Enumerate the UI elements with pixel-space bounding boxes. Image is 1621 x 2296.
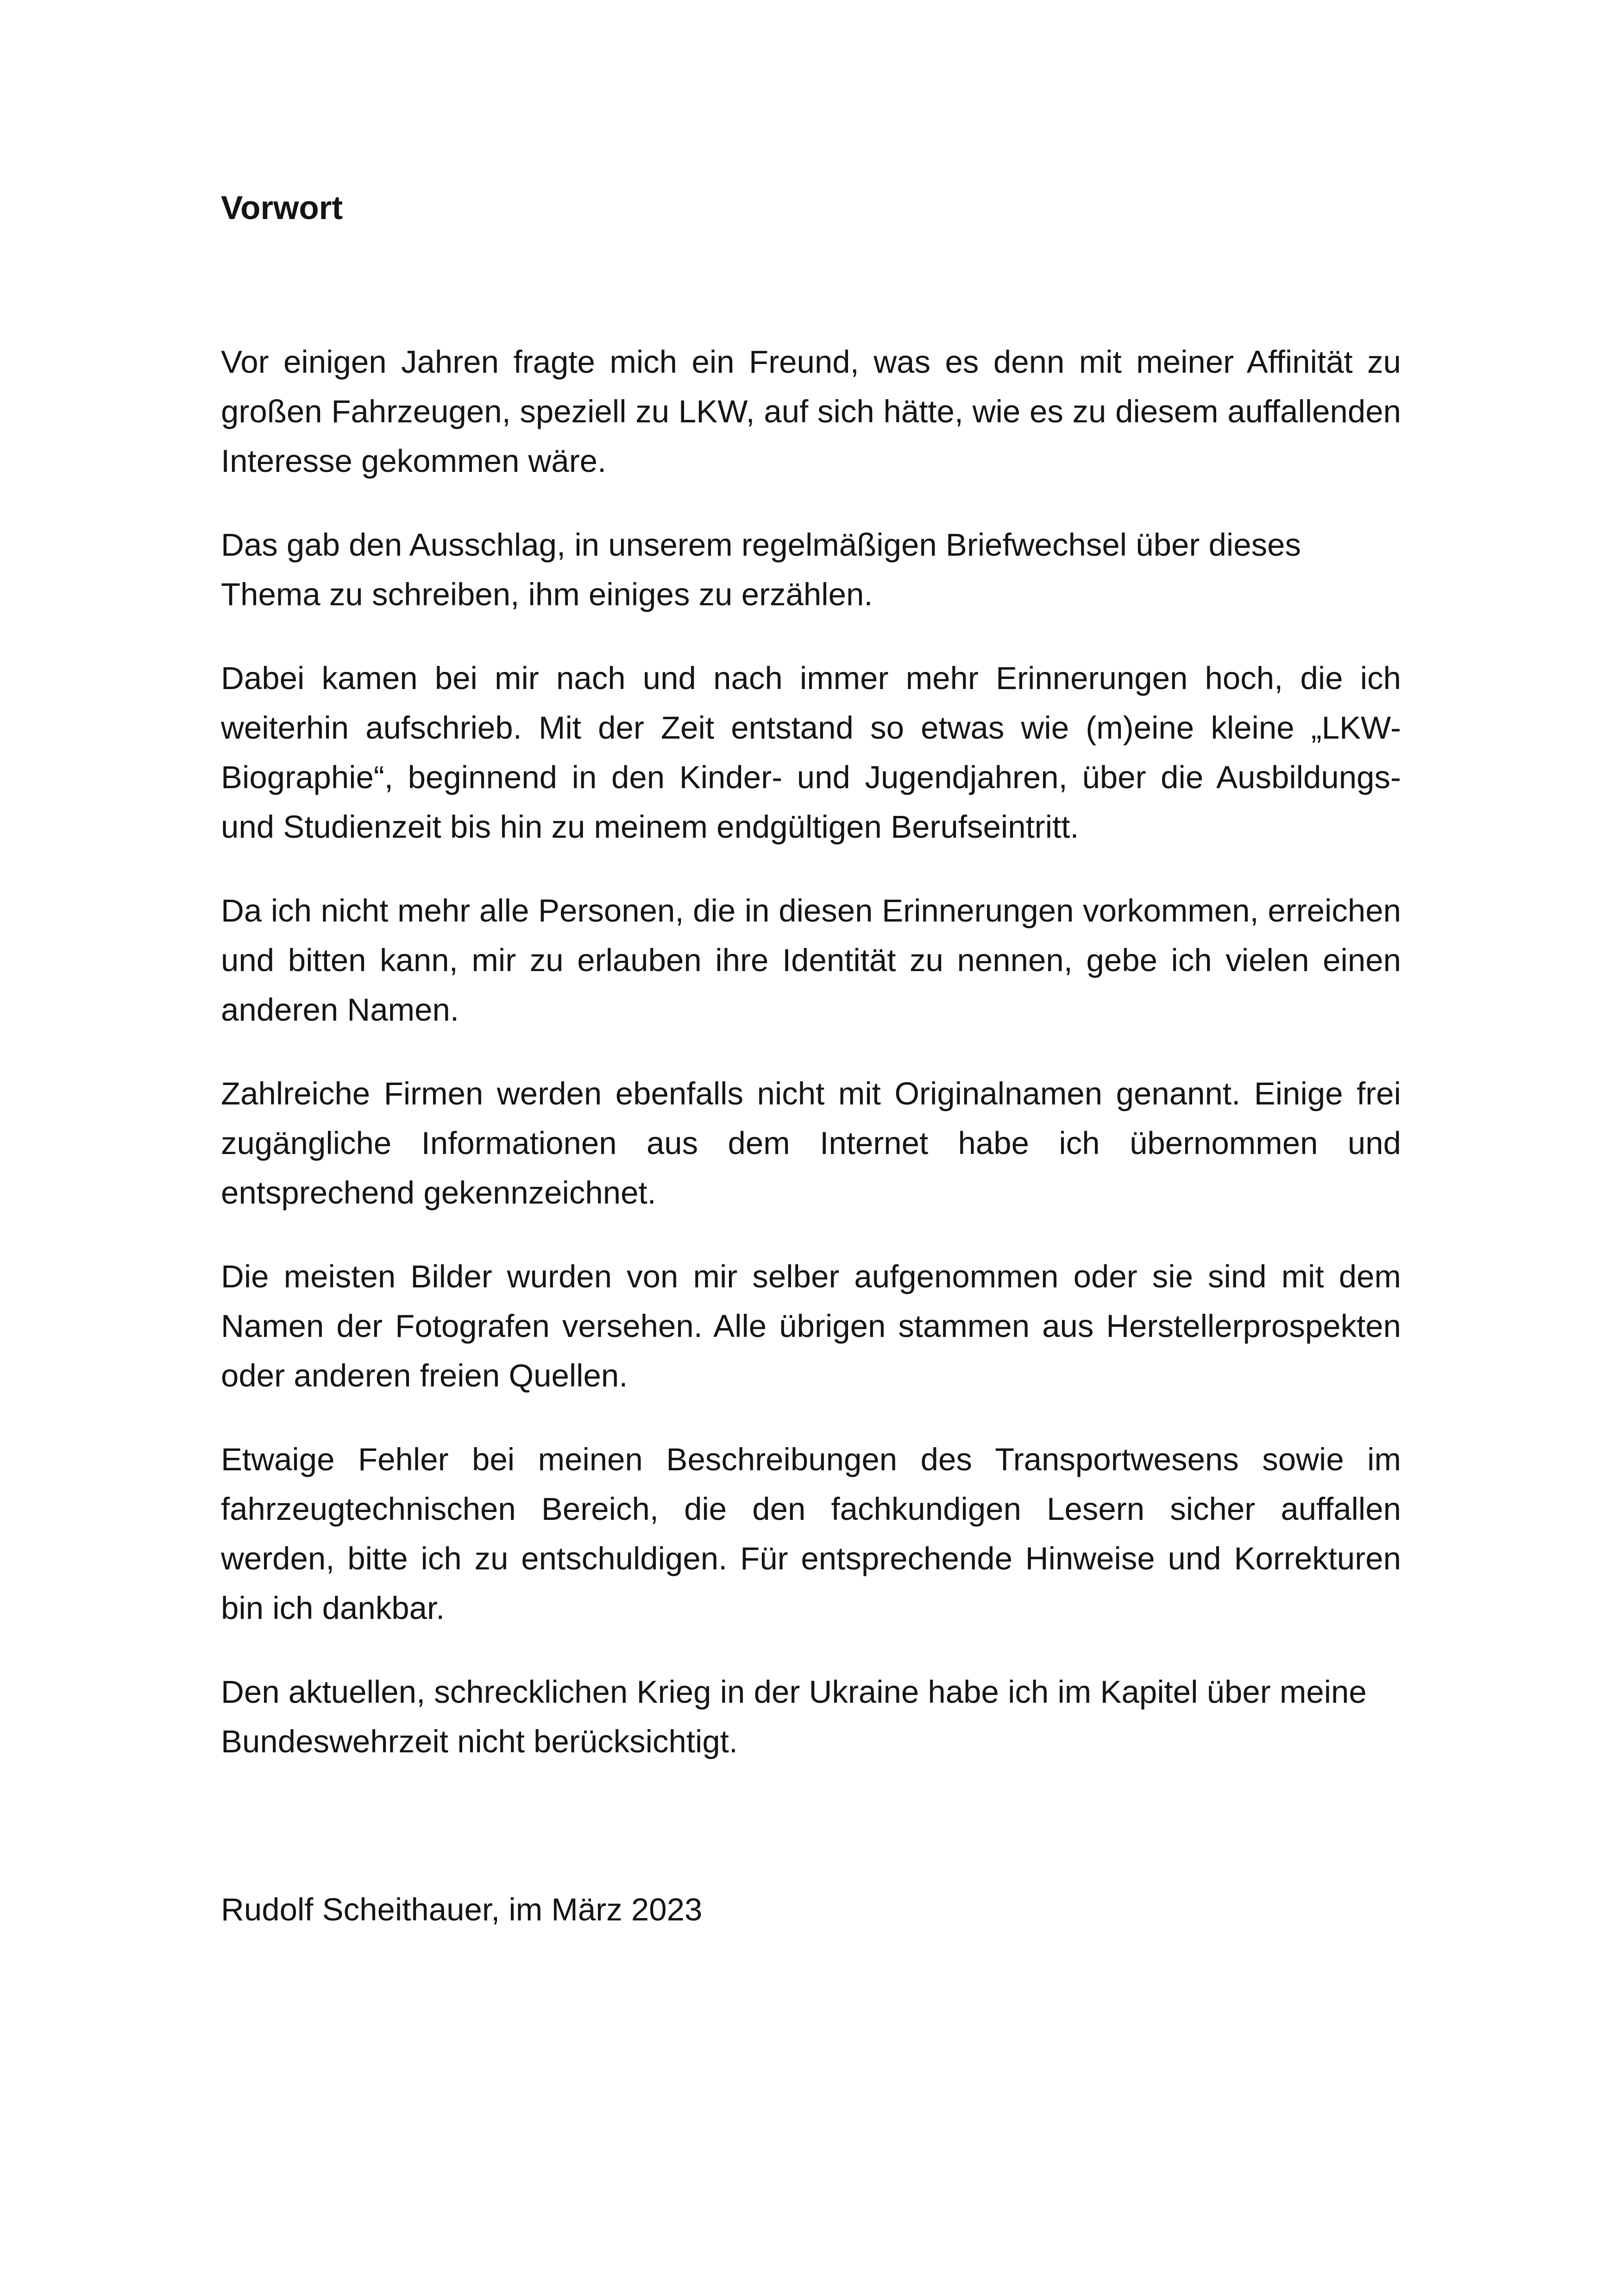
body-text: [221, 337, 1401, 1766]
paragraph-8: Den aktuellen, schrecklichen Krieg in der Ukraine habe ich im Kapitel über meine Bundeswehrzeit nicht berücksichtigt.: [221, 1674, 1367, 1759]
document-content: [221, 183, 1401, 1934]
paragraph-1: Vor einigen Jahren fragte mich ein Freund, was es denn mit meiner Affinität zu großen Fahrzeugen, speziell zu LKW, auf sich hätte, wie es zu diesem auffallenden Interesse gekommen wäre.: [221, 344, 1401, 479]
paragraph-5: Zahlreiche Firmen werden ebenfalls nicht mit Originalnamen genannt. Einige frei zugängliche Informationen aus dem Internet habe ich übernommen und entsprechend gekennzeichnet.: [221, 1076, 1401, 1211]
paragraph-7: Etwaige Fehler bei meinen Beschreibungen des Transportwesens sowie im fahrzeugtechnischen Bereich, die den fachkundigen Lesern sicher auffallen werden, bitte ich zu entschuldigen. Für entsprechende Hinweise und Korrekturen bin ich dankbar.: [221, 1442, 1401, 1626]
paragraph-4: Da ich nicht mehr alle Personen, die in diesen Erinnerungen vorkommen, erreichen und bitten kann, mir zu erlauben ihre Identität zu nennen, gebe ich vielen einen anderen Namen.: [221, 893, 1401, 1028]
paragraph-2: Das gab den Ausschlag, in unserem regelmäßigen Briefwechsel über dieses Thema zu schreiben, ihm einiges zu erzählen.: [221, 527, 1301, 612]
paragraph-6: Die meisten Bilder wurden von mir selber aufgenommen oder sie sind mit dem Namen der Fotografen versehen. Alle übrigen stammen aus Herstellerprospekten oder anderen freien Quellen.: [221, 1259, 1401, 1393]
paragraph-3: Dabei kamen bei mir nach und nach immer mehr Erinnerungen hoch, die ich weiterhin aufschrieb. Mit der Zeit entstand so etwas wie (m)eine kleine „LKW-Biographie“, beginnend in den Kinder- und Jugendjahren, über die Ausbildungs- und Studienzeit bis hin zu meinem endgültigen Berufseintritt.: [221, 660, 1401, 845]
page-title: Vorwort: [221, 190, 343, 226]
signature-line: Rudolf Scheithauer, im März 2023: [221, 1892, 703, 1927]
